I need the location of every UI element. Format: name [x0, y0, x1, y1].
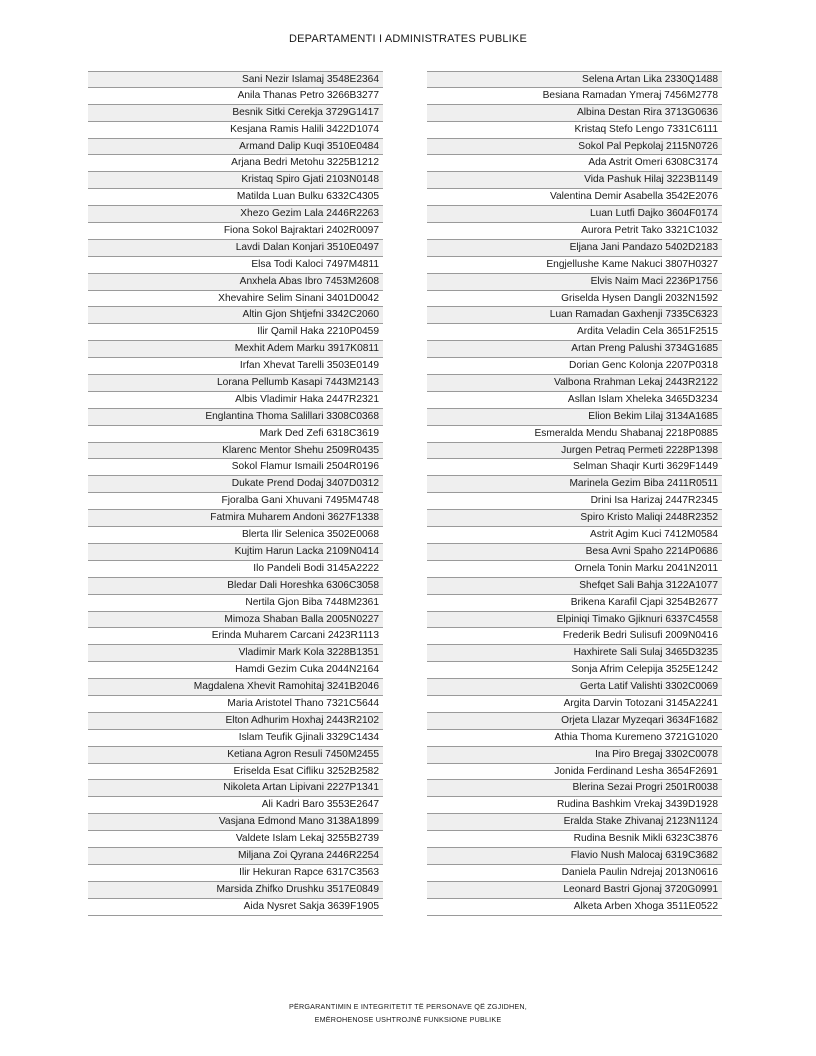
list-item: Matilda Luan Bulku 6332C4305: [88, 189, 383, 206]
list-item: Ada Astrit Omeri 6308C3174: [427, 155, 722, 172]
list-item: Esmeralda Mendu Shabanaj 2218P0885: [427, 426, 722, 443]
list-item: Armand Dalip Kuqi 3510E0484: [88, 139, 383, 156]
list-item: Marinela Gezim Biba 2411R0511: [427, 476, 722, 493]
right-name-list: [427, 71, 722, 916]
list-item: Mimoza Shaban Balla 2005N0227: [88, 612, 383, 629]
list-item: Flavio Nush Malocaj 6319C3682: [427, 848, 722, 865]
list-item: Fatmira Muharem Andoni 3627F1338: [88, 510, 383, 527]
page-title: DEPARTAMENTI I ADMINISTRATES PUBLIKE: [288, 33, 528, 45]
list-item: Besiana Ramadan Ymeraj 7456M2778: [427, 88, 722, 105]
list-item: Athia Thoma Kuremeno 3721G1020: [427, 730, 722, 747]
list-item: Mexhit Adem Marku 3917K0811: [88, 341, 383, 358]
list-item: Sonja Afrim Celepija 3525E1242: [427, 662, 722, 679]
list-item: Artan Preng Palushi 3734G1685: [427, 341, 722, 358]
list-item: Kristaq Stefo Lengo 7331C6111: [427, 122, 722, 139]
list-item: Klarenc Mentor Shehu 2509R0435: [88, 443, 383, 460]
list-item: Altin Gjon Shtjefni 3342C2060: [88, 307, 383, 324]
list-item: Ornela Tonin Marku 2041N2011: [427, 561, 722, 578]
list-item: Elton Adhurim Hoxhaj 2443R2102: [88, 713, 383, 730]
list-item: Kristaq Spiro Gjati 2103N0148: [88, 172, 383, 189]
list-item: Jurgen Petraq Permeti 2228P1398: [427, 443, 722, 460]
list-item: Engjellushe Kame Nakuci 3807H0327: [427, 257, 722, 274]
list-item: Xhezo Gezim Lala 2446R2263: [88, 206, 383, 223]
list-item: Vladimir Mark Kola 3228B1351: [88, 645, 383, 662]
list-item: Vasjana Edmond Mano 3138A1899: [88, 814, 383, 831]
list-item: Haxhirete Sali Sulaj 3465D3235: [427, 645, 722, 662]
list-item: Rudina Bashkim Vrekaj 3439D1928: [427, 797, 722, 814]
list-item: Englantina Thoma Salillari 3308C0368: [88, 409, 383, 426]
list-item: Magdalena Xhevit Ramohitaj 3241B2046: [88, 679, 383, 696]
list-item: Ardita Veladin Cela 3651F2515: [427, 324, 722, 341]
list-item: Elion Bekim Lilaj 3134A1685: [427, 409, 722, 426]
list-item: Blerta Ilir Selenica 3502E0068: [88, 527, 383, 544]
list-item: Elvis Naim Maci 2236P1756: [427, 274, 722, 291]
list-item: Fiona Sokol Bajraktari 2402R0097: [88, 223, 383, 240]
list-item: Kujtim Harun Lacka 2109N0414: [88, 544, 383, 561]
list-item: Maria Aristotel Thano 7321C5644: [88, 696, 383, 713]
list-item: Miljana Zoi Qyrana 2446R2254: [88, 848, 383, 865]
list-item: Daniela Paulin Ndrejaj 2013N0616: [427, 865, 722, 882]
list-item: Hamdi Gezim Cuka 2044N2164: [88, 662, 383, 679]
list-item: Fjoralba Gani Xhuvani 7495M4748: [88, 493, 383, 510]
list-item: Luan Lutfi Dajko 3604F0174: [427, 206, 722, 223]
list-item: Shefqet Sali Bahja 3122A1077: [427, 578, 722, 595]
list-item: Valbona Rrahman Lekaj 2443R2122: [427, 375, 722, 392]
list-item: Arjana Bedri Metohu 3225B1212: [88, 155, 383, 172]
list-item: Mark Ded Zefi 6318C3619: [88, 426, 383, 443]
list-item: Erinda Muharem Carcani 2423R1113: [88, 628, 383, 645]
list-item: Ina Piro Bregaj 3302C0078: [427, 747, 722, 764]
list-item: Bledar Dali Horeshka 6306C3058: [88, 578, 383, 595]
list-item: Besa Avni Spaho 2214P0686: [427, 544, 722, 561]
list-item: Dorian Genc Kolonja 2207P0318: [427, 358, 722, 375]
list-item: Sani Nezir Islamaj 3548E2364: [88, 71, 383, 88]
page-footer: [0, 1000, 816, 1026]
list-item: Blerina Sezai Progri 2501R0038: [427, 780, 722, 797]
list-item: Lavdi Dalan Konjari 3510E0497: [88, 240, 383, 257]
list-item: Eralda Stake Zhivanaj 2123N1124: [427, 814, 722, 831]
list-item: Islam Teufik Gjinali 3329C1434: [88, 730, 383, 747]
list-item: Gerta Latif Valishti 3302C0069: [427, 679, 722, 696]
list-item: Marsida Zhifko Drushku 3517E0849: [88, 882, 383, 899]
list-item: Ilir Hekuran Rapce 6317C3563: [88, 865, 383, 882]
list-item: Ilo Pandeli Bodi 3145A2222: [88, 561, 383, 578]
list-item: Elpiniqi Timako Gjiknuri 6337C4558: [427, 612, 722, 629]
list-item: Vida Pashuk Hilaj 3223B1149: [427, 172, 722, 189]
list-item: Sokol Pal Pepkolaj 2115N0726: [427, 139, 722, 156]
list-item: Kesjana Ramis Halili 3422D1074: [88, 122, 383, 139]
list-item: Nikoleta Artan Lipivani 2227P1341: [88, 780, 383, 797]
list-item: Besnik Sitki Cerekja 3729G1417: [88, 105, 383, 122]
list-item: Astrit Agim Kuci 7412M0584: [427, 527, 722, 544]
footer-line-1: PËRGARANTIMIN E INTEGRITETIT TË PERSONAVE QË ZGJIDHEN,: [288, 1002, 528, 1011]
list-item: Lorana Pellumb Kasapi 7443M2143: [88, 375, 383, 392]
list-item: Luan Ramadan Gaxhenji 7335C6323: [427, 307, 722, 324]
list-item: Argita Darvin Totozani 3145A2241: [427, 696, 722, 713]
list-item: Ali Kadri Baro 3553E2647: [88, 797, 383, 814]
list-item: Valentina Demir Asabella 3542E2076: [427, 189, 722, 206]
list-item: Brikena Karafil Cjapi 3254B2677: [427, 595, 722, 612]
list-item: Elsa Todi Kaloci 7497M4811: [88, 257, 383, 274]
list-item: Eljana Jani Pandazo 5402D2183: [427, 240, 722, 257]
list-item: Alketa Arben Xhoga 3511E0522: [427, 899, 722, 916]
list-item: Rudina Besnik Mikli 6323C3876: [427, 831, 722, 848]
list-item: Anxhela Abas Ibro 7453M2608: [88, 274, 383, 291]
list-item: Irfan Xhevat Tarelli 3503E0149: [88, 358, 383, 375]
list-item: Leonard Bastri Gjonaj 3720G0991: [427, 882, 722, 899]
list-item: Asllan Islam Xheleka 3465D3234: [427, 392, 722, 409]
list-item: Anila Thanas Petro 3266B3277: [88, 88, 383, 105]
list-item: Selena Artan Lika 2330Q1488: [427, 71, 722, 88]
list-item: Aida Nysret Sakja 3639F1905: [88, 899, 383, 916]
list-item: Nertila Gjon Biba 7448M2361: [88, 595, 383, 612]
list-item: Griselda Hysen Dangli 2032N1592: [427, 291, 722, 308]
list-item: Aurora Petrit Tako 3321C1032: [427, 223, 722, 240]
list-item: Jonida Ferdinand Lesha 3654F2691: [427, 764, 722, 781]
list-item: Sokol Flamur Ismaili 2504R0196: [88, 459, 383, 476]
list-item: Eriselda Esat Cifliku 3252B2582: [88, 764, 383, 781]
left-name-list: [88, 71, 383, 916]
list-item: Ilir Qamil Haka 2210P0459: [88, 324, 383, 341]
list-item: Orjeta Llazar Myzeqari 3634F1682: [427, 713, 722, 730]
list-item: Albis Vladimir Haka 2447R2321: [88, 392, 383, 409]
list-item: Selman Shaqir Kurti 3629F1449: [427, 459, 722, 476]
footer-line-2: EMËROHENOSE USHTROJNË FUNKSIONE PUBLIKE: [314, 1015, 502, 1024]
list-item: Frederik Bedri Sulisufi 2009N0416: [427, 628, 722, 645]
list-item: Drini Isa Harizaj 2447R2345: [427, 493, 722, 510]
list-item: Spiro Kristo Maliqi 2448R2352: [427, 510, 722, 527]
list-item: Valdete Islam Lekaj 3255B2739: [88, 831, 383, 848]
list-item: Albina Destan Rira 3713G0636: [427, 105, 722, 122]
list-item: Xhevahire Selim Sinani 3401D0042: [88, 291, 383, 308]
list-item: Ketiana Agron Resuli 7450M2455: [88, 747, 383, 764]
list-item: Dukate Prend Dodaj 3407D0312: [88, 476, 383, 493]
